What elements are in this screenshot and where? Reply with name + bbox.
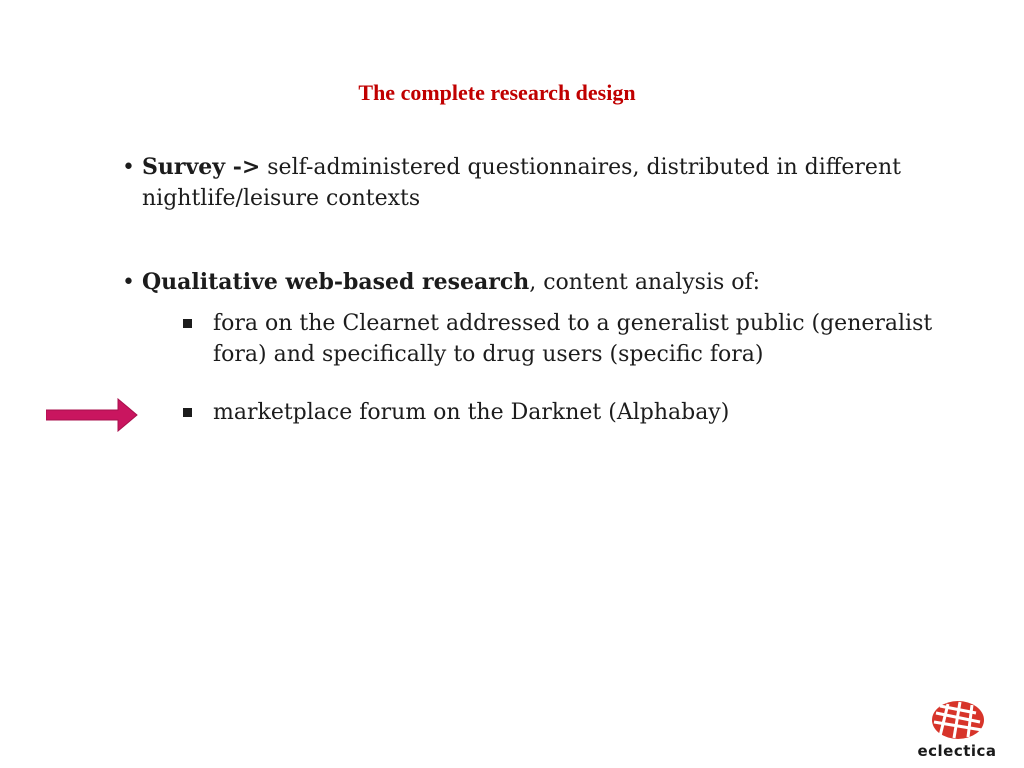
bullet-survey-text: self-administered questionnaires, distributed in different nightlife/leisure contexts	[142, 155, 901, 211]
square-bullet-icon	[183, 319, 192, 328]
slide-title: The complete research design	[358, 80, 636, 105]
arrow-shape	[46, 399, 137, 431]
sub-bullet-clearnet-text: fora on the Clearnet addressed to a generalist public (generalist fora) and specifically to drug users (specific fora)	[213, 311, 933, 367]
eclectica-logo-icon	[898, 700, 1016, 744]
eclectica-logo-text: eclectica	[917, 742, 997, 760]
eclectica-logo	[898, 700, 1016, 764]
square-bullet-icon	[183, 408, 192, 417]
bullet-qualitative	[122, 267, 982, 428]
bullet-survey-title: Survey ->	[142, 154, 261, 180]
sub-bullet-darknet	[193, 397, 982, 428]
bullet-dot: •	[122, 155, 135, 180]
sub-bullet-list	[193, 308, 982, 428]
sub-bullet-darknet-text: marketplace forum on the Darknet (Alphabay)	[213, 400, 730, 425]
bullet-dot: •	[122, 270, 135, 295]
bullet-qualitative-text: , content analysis of:	[529, 270, 761, 295]
bullet-list	[122, 152, 982, 428]
bullet-qualitative-title: Qualitative web-based research	[142, 269, 530, 295]
bullet-survey	[122, 152, 982, 214]
arrow-icon	[46, 398, 138, 432]
sub-bullet-clearnet	[193, 308, 982, 370]
